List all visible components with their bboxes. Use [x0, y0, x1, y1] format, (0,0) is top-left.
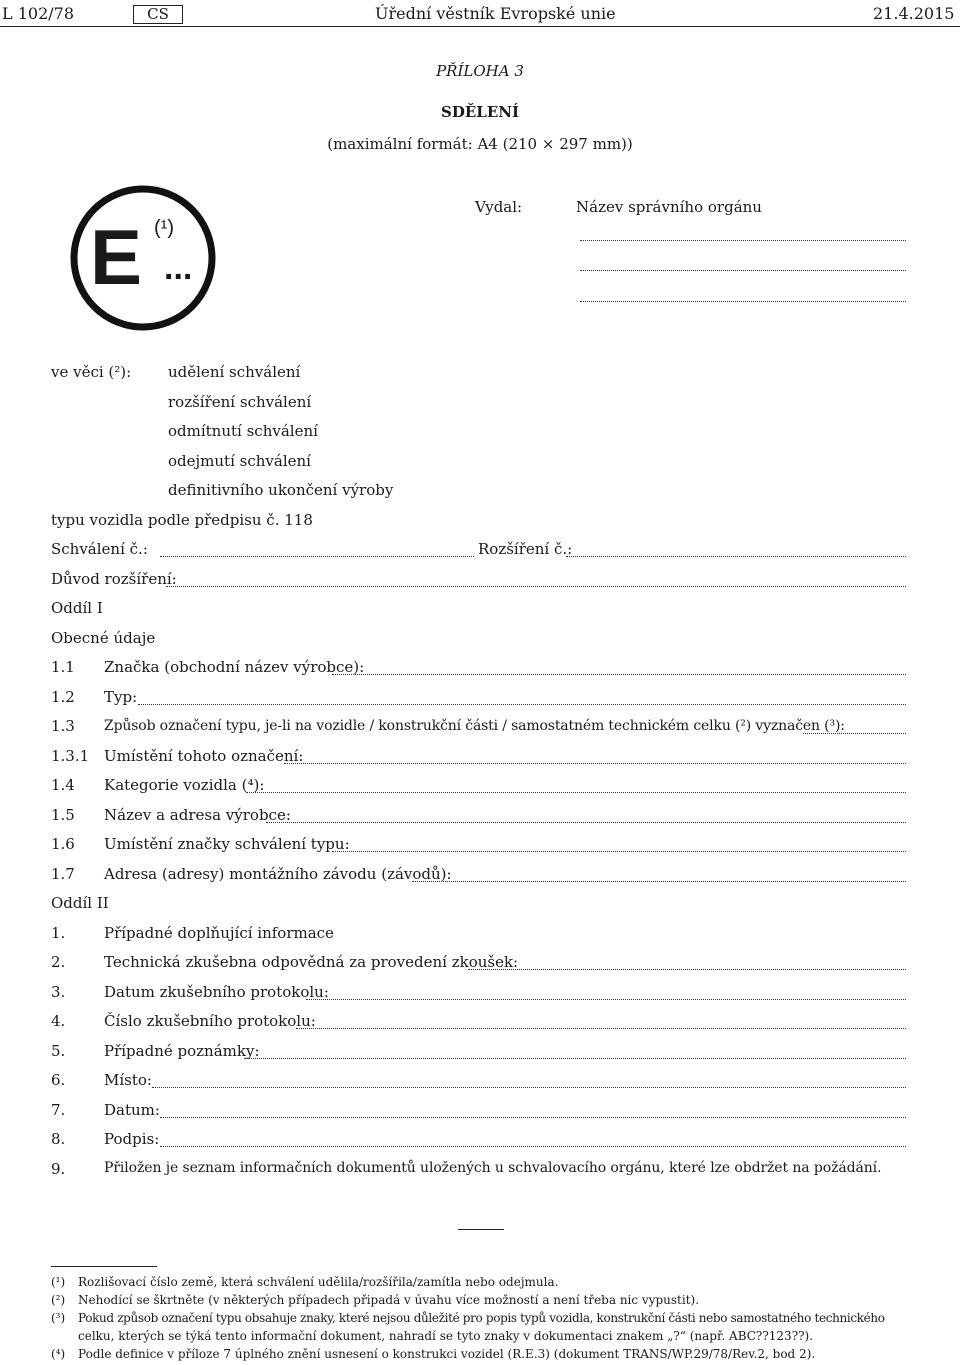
item-label: Případné doplňující informace [104, 924, 334, 942]
item-number: 3. [51, 983, 66, 1001]
subject-option[interactable]: odejmutí schválení [168, 452, 311, 470]
document-heading: SDĚLENÍ [441, 103, 519, 121]
item-number: 2. [51, 953, 66, 971]
footnote-text: celku, kterých se týká tento informační dokument, nahradí se tyto znaky v dokumentaci znakem „?“ (např. ABC??123??). [78, 1329, 814, 1343]
subject-option[interactable]: udělení schválení [168, 363, 301, 381]
type-field[interactable] [138, 704, 906, 705]
subject-label: ve věci (²): [51, 363, 132, 381]
journal-reference: L 102/78 [2, 4, 74, 23]
footnote-text: Pokud způsob označení typu obsahuje znaky, které nejsou důležité pro popis typů vozidla, konstrukční části nebo samostatného technického [78, 1311, 885, 1325]
item-label: Způsob označení typu, je-li na vozidle / konstrukční části / samostatném technickém celku (²) vyznačen (³): [104, 718, 845, 734]
section-1-title: Oddíl I [51, 599, 103, 617]
section-1-subtitle: Obecné údaje [51, 629, 156, 647]
type-marking-field[interactable] [803, 733, 906, 734]
item-label: Datum zkušebního protokolu: [104, 983, 329, 1001]
format-note: (maximální formát: A4 (210 × 297 mm)) [327, 135, 633, 153]
footnote-mark: (²) [51, 1293, 66, 1307]
item-number: 1.3.1 [51, 747, 90, 765]
approval-number-field[interactable] [160, 556, 474, 557]
item-label: Adresa (adresy) montážního závodu (závodů): [104, 865, 452, 883]
item-label: Technická zkušebna odpovědná za provedení zkoušek: [104, 953, 519, 971]
item-label: Místo: [104, 1071, 152, 1089]
item-number: 1.6 [51, 835, 75, 853]
language-code-box: CS [133, 5, 183, 24]
approval-mark-location-field[interactable] [332, 851, 906, 852]
section-2-title: Oddíl II [51, 894, 109, 912]
footnote-text: Podle definice v příloze 7 úplného znění usnesení o konstrukci vozidel (R.E.3) (dokument TRANS/WP.29/78/Rev.2, bod 2). [78, 1347, 816, 1361]
item-number: 1.1 [51, 658, 75, 676]
extension-reason-field[interactable] [166, 586, 906, 587]
place-field[interactable] [152, 1087, 906, 1088]
item-label: Umístění tohoto označení: [104, 747, 304, 765]
extension-reason-label: Důvod rozšíření: [51, 570, 177, 588]
item-number: 8. [51, 1130, 66, 1148]
subject-option[interactable]: odmítnutí schválení [168, 422, 318, 440]
emblem-footnote-ref: (¹) [154, 217, 174, 239]
subject-option[interactable]: definitivního ukončení výroby [168, 481, 394, 499]
approval-emblem [68, 183, 218, 333]
annex-title: PŘÍLOHA 3 [436, 62, 524, 80]
authority-name-label: Název správního orgánu [576, 198, 762, 216]
item-label: Podpis: [104, 1130, 160, 1148]
footnote-rule [51, 1266, 157, 1267]
item-label: Číslo zkušebního protokolu: [104, 1012, 316, 1030]
authority-line-1[interactable] [580, 240, 906, 241]
item-label: Případné poznámky: [104, 1042, 260, 1060]
item-number: 1.5 [51, 806, 75, 824]
manufacturer-field[interactable] [266, 822, 906, 823]
item-number: 5. [51, 1042, 66, 1060]
vehicle-regulation-line: typu vozidla podle předpisu č. 118 [51, 511, 313, 529]
item-number: 1. [51, 924, 66, 942]
remarks-field[interactable] [244, 1058, 906, 1059]
extension-number-label: Rozšíření č.: [478, 540, 573, 558]
extension-number-field[interactable] [566, 556, 906, 557]
item-number: 7. [51, 1101, 66, 1119]
subject-option[interactable]: rozšíření schválení [168, 393, 312, 411]
issued-by-label: Vydal: [475, 198, 523, 216]
approval-number-label: Schválení č.: [51, 540, 148, 558]
report-number-field[interactable] [296, 1028, 906, 1029]
item-number: 1.3 [51, 717, 75, 735]
country-letter: E [90, 213, 143, 301]
header-rule [0, 26, 960, 27]
item-label: Kategorie vozidla (⁴): [104, 776, 265, 794]
footnote-mark: (¹) [51, 1275, 66, 1289]
footnote-text: Rozlišovací číslo země, která schválení udělila/rozšířila/zamítla nebo odejmula. [78, 1275, 559, 1289]
footnote-mark: (³) [51, 1311, 66, 1325]
report-date-field[interactable] [306, 999, 906, 1000]
footnote-text: Nehodící se škrtněte (v některých případech připadá v úvahu více možností a není třeba nic vypustit). [78, 1293, 700, 1307]
brand-field[interactable] [332, 674, 906, 675]
journal-title: Úřední věstník Evropské unie [375, 4, 616, 23]
marking-location-field[interactable] [284, 763, 906, 764]
item-label: Název a adresa výrobce: [104, 806, 291, 824]
item-number: 6. [51, 1071, 66, 1089]
footnote-mark: (⁴) [51, 1347, 66, 1361]
country-number-dots: ... [164, 249, 193, 287]
item-number: 4. [51, 1012, 66, 1030]
item-number: 9. [51, 1160, 66, 1178]
end-rule [458, 1229, 504, 1230]
item-number: 1.2 [51, 688, 75, 706]
item-label: Datum: [104, 1101, 160, 1119]
authority-line-2[interactable] [580, 270, 906, 271]
technical-service-field[interactable] [468, 969, 906, 970]
authority-line-3[interactable] [580, 301, 906, 302]
signature-field[interactable] [160, 1146, 906, 1147]
assembly-plant-field[interactable] [412, 881, 906, 882]
item-label: Umístění značky schválení typu: [104, 835, 350, 853]
item-label: Typ: [104, 688, 138, 706]
item-number: 1.4 [51, 776, 75, 794]
item-label: Přiložen je seznam informačních dokumentů uložených u schvalovacího orgánu, které lze obdržet na požádání. [104, 1160, 882, 1176]
item-label: Značka (obchodní název výrobce): [104, 658, 365, 676]
vehicle-category-field[interactable] [246, 792, 906, 793]
item-number: 1.7 [51, 865, 75, 883]
date-field[interactable] [160, 1117, 906, 1118]
publication-date: 21.4.2015 [873, 4, 955, 23]
